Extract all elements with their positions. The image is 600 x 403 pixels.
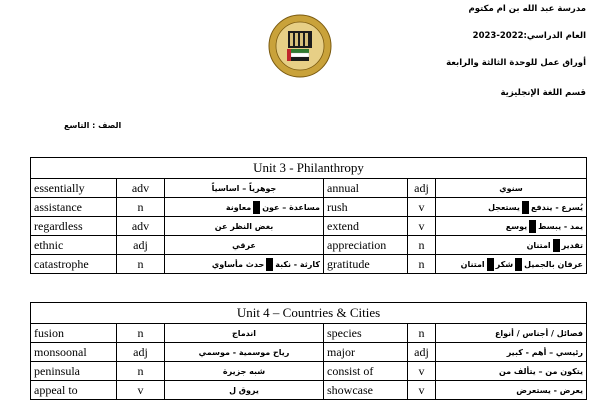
pos-cell: adj (117, 343, 165, 362)
school-name: مدرسة عبد الله بن ام مكتوم (468, 4, 586, 14)
arabic-cell: تقديرامتنان (436, 236, 587, 255)
arabic-cell: يتكون من – يتألف من (436, 362, 587, 381)
department-name: قسم اللغة الإنجليزية (500, 88, 586, 98)
arabic-cell: شبه جزيرة (165, 362, 324, 381)
pos-cell: n (117, 362, 165, 381)
pos-cell: v (408, 362, 436, 381)
table-row (31, 255, 587, 274)
word-cell: catastrophe (31, 255, 117, 274)
word-cell: essentially (31, 179, 117, 198)
word-cell: appreciation (324, 236, 408, 255)
worksheets-title: أوراق عمل للوحدة الثالثة والرابعة (446, 58, 586, 68)
table-row (31, 362, 587, 381)
pos-cell: adv (117, 217, 165, 236)
unit3-title: Unit 3 - Philanthropy (31, 158, 587, 179)
pos-cell: adj (408, 179, 436, 198)
pos-cell: n (408, 255, 436, 274)
word-cell: ethnic (31, 236, 117, 255)
arabic-cell: كارثة - نكبةحدث مأساوي (165, 255, 324, 274)
table-row (31, 179, 587, 198)
word-cell: annual (324, 179, 408, 198)
word-cell: species (324, 324, 408, 343)
pos-cell: v (117, 381, 165, 400)
pos-cell: v (408, 381, 436, 400)
unit4-table (30, 302, 587, 400)
word-cell: consist of (324, 362, 408, 381)
word-cell: showcase (324, 381, 408, 400)
arabic-cell: عرقي (165, 236, 324, 255)
word-cell: major (324, 343, 408, 362)
school-emblem-icon (268, 14, 332, 78)
arabic-cell: عرفان بالجميلشكرامتنان (436, 255, 587, 274)
arabic-cell: يعرض - يستعرض (436, 381, 587, 400)
word-cell: fusion (31, 324, 117, 343)
grade-label: الصف : التاسع (64, 121, 122, 130)
arabic-cell: مساعدة – عونمعاونة (165, 198, 324, 217)
word-cell: regardless (31, 217, 117, 236)
table-row (31, 217, 587, 236)
arabic-cell: اندماج (165, 324, 324, 343)
pos-cell: n (408, 324, 436, 343)
arabic-cell: سنوي (436, 179, 587, 198)
arabic-cell: يروق ل (165, 381, 324, 400)
pos-cell: n (117, 198, 165, 217)
arabic-cell: جوهرياً – اساسياً (165, 179, 324, 198)
word-cell: peninsula (31, 362, 117, 381)
unit4-title: Unit 4 – Countries & Cities (31, 303, 587, 324)
pos-cell: adj (117, 236, 165, 255)
academic-year: العام الدراسي:2022-2023 (472, 31, 586, 41)
table-row (31, 324, 587, 343)
pos-cell: v (408, 198, 436, 217)
table-row (31, 381, 587, 400)
word-cell: extend (324, 217, 408, 236)
word-cell: assistance (31, 198, 117, 217)
word-cell: monsoonal (31, 343, 117, 362)
word-cell: gratitude (324, 255, 408, 274)
arabic-cell: فصائل / أجناس / أنواع (436, 324, 587, 343)
pos-cell: v (408, 217, 436, 236)
table-row (31, 236, 587, 255)
arabic-cell: بغض النظر عن (165, 217, 324, 236)
word-cell: rush (324, 198, 408, 217)
arabic-cell: رئيسي – أهم - كبير (436, 343, 587, 362)
arabic-cell: يُسرع - يندفعيستعجل (436, 198, 587, 217)
unit3-table (30, 157, 587, 274)
word-cell: appeal to (31, 381, 117, 400)
pos-cell: adj (408, 343, 436, 362)
table-row (31, 198, 587, 217)
arabic-cell: يمد - يبسطيوسع (436, 217, 587, 236)
pos-cell: n (117, 255, 165, 274)
pos-cell: n (408, 236, 436, 255)
arabic-cell: رياح موسمية - موسمي (165, 343, 324, 362)
pos-cell: adv (117, 179, 165, 198)
pos-cell: n (117, 324, 165, 343)
table-row (31, 343, 587, 362)
